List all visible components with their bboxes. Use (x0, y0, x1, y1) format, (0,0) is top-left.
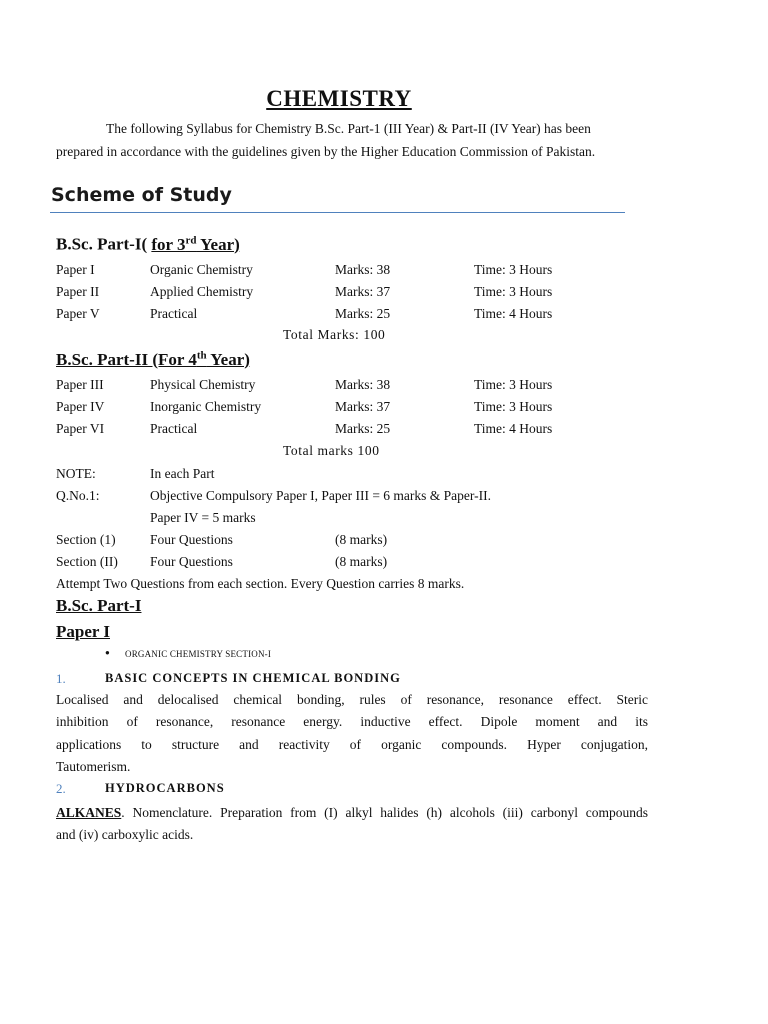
marks-cell: Marks: 25 (335, 421, 391, 436)
intro-line-1: The following Syllabus for Chemistry B.Sc. Part-1 (III Year) & Part-II (IV Year) has been (106, 121, 591, 136)
time-cell: Time: 4 Hours (474, 421, 553, 436)
paragraph-line: applications to structure and reactivity of organic compounds. Hyper conjugation, (56, 736, 648, 752)
paragraph-line: Tautomerism. (56, 758, 131, 774)
paragraph-line: and (iv) carboxylic acids. (56, 827, 194, 842)
table-row (56, 421, 676, 441)
note-row (56, 510, 676, 530)
subject-cell: Practical (150, 421, 198, 436)
subject-cell: Practical (150, 306, 198, 321)
paper-cell: Paper V (56, 306, 100, 321)
paragraph-line: ALKANES. Nomenclature. Preparation from (I) alkyl halides (h) alcohols (iii) carbonyl compounds (56, 805, 648, 820)
note-row (56, 554, 676, 574)
topic1-number: 1. (56, 671, 66, 686)
marks-cell: Marks: 38 (335, 262, 391, 277)
topic1-title: BASIC CONCEPTS IN CHEMICAL BONDING (105, 671, 401, 685)
paper-cell: Paper II (56, 284, 100, 299)
table-row (56, 399, 676, 419)
marks-cell: Marks: 25 (335, 306, 391, 321)
note-row (56, 532, 676, 552)
note-label: Section (1) (56, 532, 116, 547)
paper-cell: Paper VI (56, 421, 105, 436)
time-cell: Time: 3 Hours (474, 262, 553, 277)
part1-heading (56, 234, 240, 255)
time-cell: Time: 3 Hours (474, 377, 553, 392)
note-text: Objective Compulsory Paper I, Paper III = 6 marks & Paper-II. (150, 488, 492, 503)
topic1-paragraph (56, 689, 648, 778)
scheme-heading: Scheme of Study (51, 184, 232, 206)
subject-cell: Physical Chemistry (150, 377, 256, 392)
time-cell: Time: 3 Hours (474, 399, 553, 414)
topic2-number: 2. (56, 781, 66, 796)
table-row (56, 262, 676, 282)
note-marks: (8 marks) (335, 532, 388, 547)
section-paper-heading: Paper I (56, 622, 110, 641)
part2-total: Total marks 100 (283, 443, 380, 458)
paper-cell: Paper III (56, 377, 104, 392)
note-row (56, 488, 676, 508)
marks-cell: Marks: 37 (335, 284, 391, 299)
section-part-heading: B.Sc. Part-I (56, 596, 142, 615)
part1-prefix: B.Sc. Part-I( (56, 234, 148, 254)
table-row (56, 306, 676, 326)
note-marks: (8 marks) (335, 554, 388, 569)
alkanes-keyword: ALKANES (56, 805, 122, 820)
paper-cell: Paper IV (56, 399, 105, 414)
marks-cell: Marks: 37 (335, 399, 391, 414)
subject-cell: Organic Chemistry (150, 262, 253, 277)
attempt-instruction: Attempt Two Questions from each section. Every Question carries 8 marks. (56, 576, 465, 591)
note-text: In each Part (150, 466, 215, 481)
part1-label: for 3rd Year) (151, 234, 240, 254)
note-label: Section (II) (56, 554, 118, 569)
subject-cell: Applied Chemistry (150, 284, 254, 299)
note-text: Four Questions (150, 532, 233, 547)
note-label: Q.No.1: (56, 488, 100, 503)
subject-cell: Inorganic Chemistry (150, 399, 262, 414)
note-text: Four Questions (150, 554, 233, 569)
note-label: NOTE: (56, 466, 96, 481)
time-cell: Time: 3 Hours (474, 284, 553, 299)
table-row (56, 377, 676, 397)
topic2-paragraph (56, 802, 648, 846)
part2-heading (56, 349, 250, 370)
table-row (56, 284, 676, 304)
paragraph-line: Localised and delocalised chemical bonding, rules of resonance, resonance effect. Steric (56, 692, 648, 707)
bullet-icon: ● (105, 648, 110, 657)
document-title: CHEMISTRY (266, 86, 412, 111)
heading-rule (50, 212, 625, 213)
bullet-text: ORGANIC CHEMISTRY SECTION-I (125, 649, 272, 659)
note-row (56, 466, 676, 486)
topic2-title: HYDROCARBONS (105, 781, 225, 795)
part2-label: B.Sc. Part-II (For 4th Year) (56, 349, 250, 369)
intro-line-2: prepared in accordance with the guidelines given by the Higher Education Commission of Pakistan. (56, 144, 596, 159)
part1-total: Total Marks: 100 (283, 327, 386, 342)
marks-cell: Marks: 38 (335, 377, 391, 392)
note-text: Paper IV = 5 marks (150, 510, 256, 525)
paragraph-line: inhibition of resonance, resonance energy. inductive effect. Dipole moment and its (56, 714, 648, 730)
paper-cell: Paper I (56, 262, 95, 277)
time-cell: Time: 4 Hours (474, 306, 553, 321)
